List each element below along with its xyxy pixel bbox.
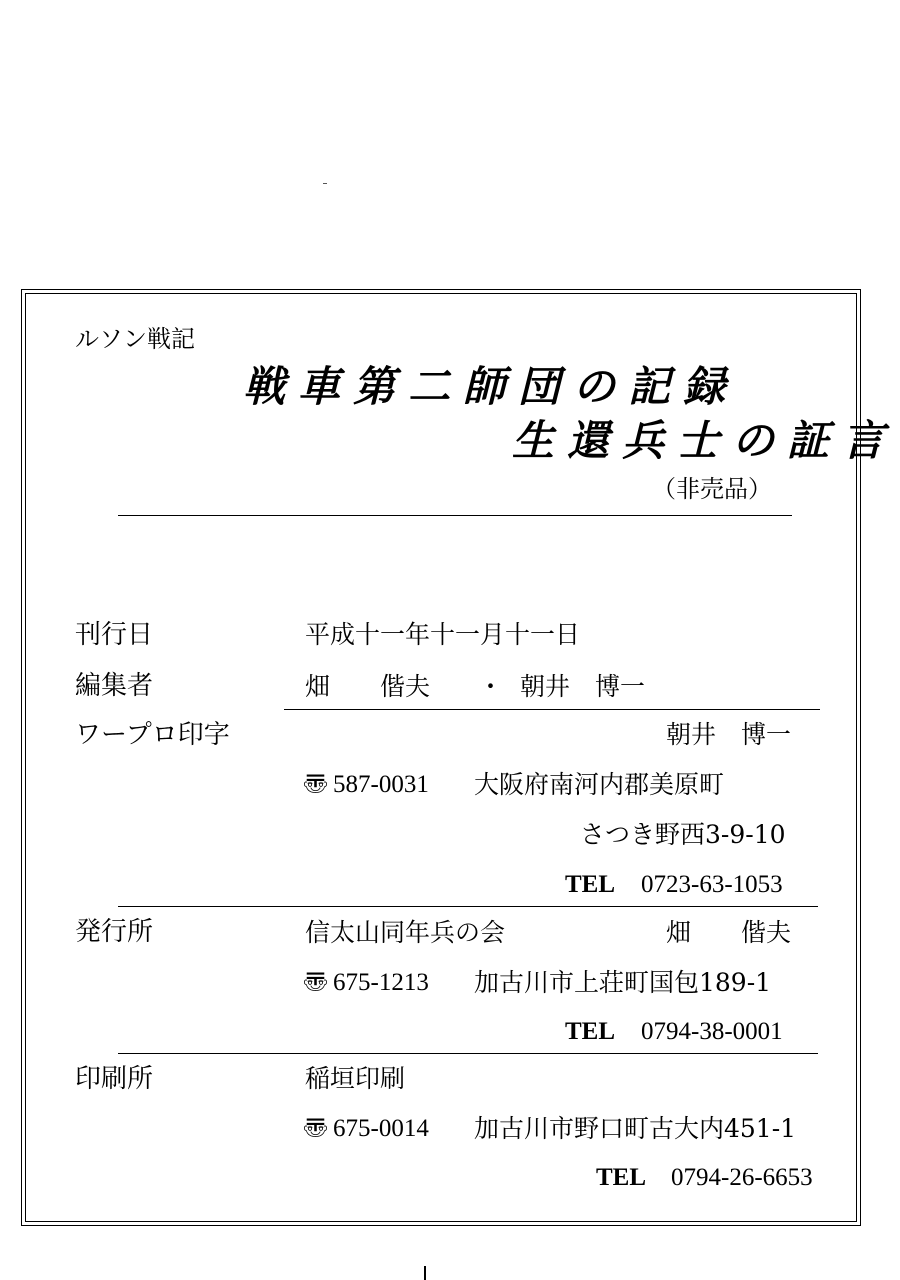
publisher-contact: 畑 偕夫 bbox=[666, 918, 792, 947]
publisher-org: 信太山同年兵の会 bbox=[305, 918, 506, 947]
printer-label: 印刷所 bbox=[75, 1064, 154, 1094]
stray-mark-top bbox=[323, 183, 327, 184]
publisher-tel-label: TEL bbox=[565, 1018, 616, 1045]
header-rule bbox=[118, 515, 792, 516]
printer-name: 稲垣印刷 bbox=[305, 1064, 406, 1093]
wordpro-label: ワープロ印字 bbox=[75, 720, 230, 750]
date-value: 平成十一年十一月十一日 bbox=[305, 620, 581, 649]
editors-rule bbox=[284, 709, 820, 710]
postal-mark-icon: 〠 bbox=[303, 968, 329, 997]
wordpro-postal-code: 587-0031 bbox=[333, 771, 429, 798]
publisher-address: 加古川市上荘町国包189-1 bbox=[474, 968, 772, 997]
wordpro-rule bbox=[118, 906, 818, 907]
publisher-rule bbox=[118, 1053, 818, 1054]
wordpro-address-1: 大阪府南河内郡美原町 bbox=[474, 770, 725, 799]
editor-name-1: 畑 偕夫 bbox=[305, 672, 431, 701]
publisher-postal-code: 675-1213 bbox=[333, 969, 429, 996]
postal-mark-icon: 〠 bbox=[303, 770, 329, 799]
editors-label: 編集者 bbox=[75, 671, 154, 701]
wordpro-tel: 0723-63-1053 bbox=[641, 871, 783, 898]
series-label: ルソン戦記 bbox=[75, 325, 195, 353]
editor-separator: ・ bbox=[478, 672, 504, 701]
date-label: 刊行日 bbox=[75, 620, 154, 650]
printer-postal-code: 675-0014 bbox=[333, 1115, 429, 1142]
wordpro-name: 朝井 博一 bbox=[666, 720, 792, 749]
printer-tel: 0794-26-6653 bbox=[671, 1164, 813, 1191]
title-line-1: 戦車第二師団の記録 bbox=[243, 362, 739, 411]
title-line-2: 生還兵士の証言 bbox=[512, 416, 898, 465]
postal-mark-icon: 〠 bbox=[303, 1114, 329, 1143]
printer-address: 加古川市野口町古大内451-1 bbox=[474, 1114, 797, 1143]
printer-tel-label: TEL bbox=[596, 1164, 647, 1191]
not-for-sale-note: （非売品） bbox=[652, 475, 772, 503]
editor-name-2: 朝井 博一 bbox=[520, 672, 646, 701]
wordpro-address-2: さつき野西3-9-10 bbox=[580, 820, 786, 849]
page-edge-mark bbox=[424, 1266, 426, 1280]
publisher-label: 発行所 bbox=[75, 917, 154, 947]
wordpro-tel-label: TEL bbox=[565, 871, 616, 898]
publisher-tel: 0794-38-0001 bbox=[641, 1018, 783, 1045]
